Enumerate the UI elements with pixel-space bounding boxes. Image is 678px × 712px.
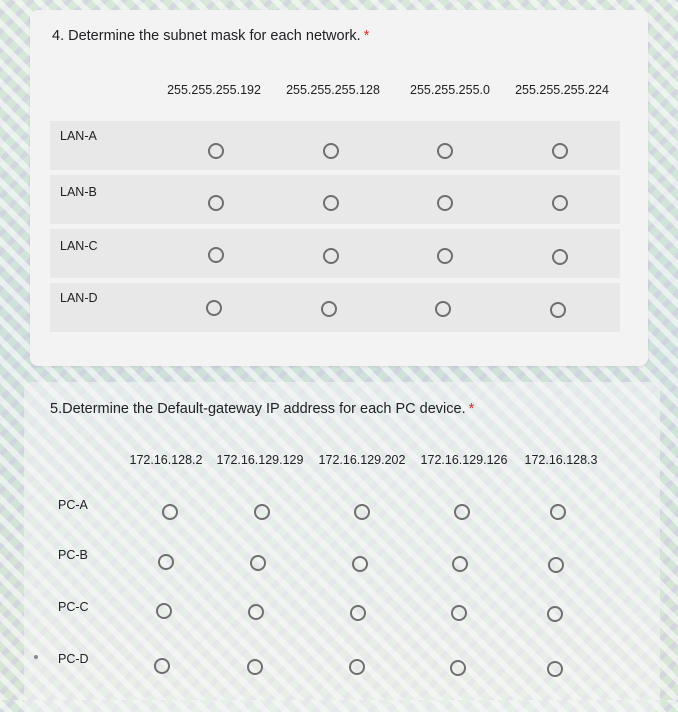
radio-lan-b-255-255-255-0[interactable] bbox=[437, 195, 453, 211]
radio-pc-a-172-16-128-3[interactable] bbox=[550, 504, 566, 520]
radio-pc-b-172-16-128-2[interactable] bbox=[158, 554, 174, 570]
grid-row-pc-a bbox=[44, 486, 634, 535]
column-header: 255.255.255.192 bbox=[167, 83, 261, 97]
radio-pc-a-172-16-129-129[interactable] bbox=[254, 504, 270, 520]
radio-pc-c-172-16-129-129[interactable] bbox=[248, 604, 264, 620]
required-marker: * bbox=[468, 401, 475, 417]
question-4-title bbox=[52, 28, 369, 44]
radio-pc-a-172-16-129-202[interactable] bbox=[354, 504, 370, 520]
column-header: 172.16.129.129 bbox=[216, 453, 304, 467]
question-4-card bbox=[30, 10, 648, 366]
radio-lan-a-255-255-255-224[interactable] bbox=[552, 143, 568, 159]
row-label: PC-C bbox=[58, 600, 89, 614]
radio-pc-c-172-16-129-126[interactable] bbox=[451, 605, 467, 621]
column-header: 172.16.129.126 bbox=[420, 453, 508, 467]
column-header: 255.255.255.224 bbox=[515, 83, 609, 97]
radio-pc-d-172-16-128-2[interactable] bbox=[154, 658, 170, 674]
radio-lan-b-255-255-255-192[interactable] bbox=[208, 195, 224, 211]
radio-lan-c-255-255-255-128[interactable] bbox=[323, 248, 339, 264]
radio-pc-b-172-16-129-126[interactable] bbox=[452, 556, 468, 572]
radio-pc-d-172-16-129-129[interactable] bbox=[247, 659, 263, 675]
radio-pc-d-172-16-129-202[interactable] bbox=[349, 659, 365, 675]
question-4-title-text: 4. Determine the subnet mask for each network. bbox=[52, 28, 361, 44]
radio-lan-a-255-255-255-192[interactable] bbox=[208, 143, 224, 159]
row-label: PC-B bbox=[58, 548, 88, 562]
bullet-dot bbox=[34, 655, 38, 659]
radio-pc-a-172-16-129-126[interactable] bbox=[454, 504, 470, 520]
radio-lan-c-255-255-255-224[interactable] bbox=[552, 249, 568, 265]
radio-lan-d-255-255-255-224[interactable] bbox=[550, 302, 566, 318]
radio-pc-b-172-16-129-129[interactable] bbox=[250, 555, 266, 571]
radio-lan-d-255-255-255-192[interactable] bbox=[206, 300, 222, 316]
row-label: PC-D bbox=[58, 652, 89, 666]
radio-pc-a-172-16-128-2[interactable] bbox=[162, 504, 178, 520]
grid-row-pc-b bbox=[44, 540, 634, 589]
column-header: 172.16.128.3 bbox=[524, 453, 598, 467]
radio-pc-c-172-16-128-3[interactable] bbox=[547, 606, 563, 622]
question-5-title bbox=[50, 401, 474, 417]
question-5-card bbox=[24, 382, 660, 712]
required-marker: * bbox=[363, 28, 370, 44]
radio-lan-d-255-255-255-128[interactable] bbox=[321, 301, 337, 317]
row-label: LAN-B bbox=[60, 185, 97, 199]
row-label: LAN-D bbox=[60, 291, 98, 305]
grid-row-pc-d bbox=[44, 644, 634, 693]
radio-pc-d-172-16-129-126[interactable] bbox=[450, 660, 466, 676]
column-header: 172.16.128.2 bbox=[129, 453, 203, 467]
radio-lan-c-255-255-255-0[interactable] bbox=[437, 248, 453, 264]
grid-row-pc-c bbox=[44, 592, 634, 641]
column-header: 255.255.255.128 bbox=[286, 83, 380, 97]
row-label: LAN-A bbox=[60, 129, 97, 143]
question-5-title-text: 5.Determine the Default-gateway IP address for each PC device. bbox=[50, 401, 466, 417]
radio-pc-c-172-16-128-2[interactable] bbox=[156, 603, 172, 619]
radio-pc-d-172-16-128-3[interactable] bbox=[547, 661, 563, 677]
radio-lan-a-255-255-255-128[interactable] bbox=[323, 143, 339, 159]
radio-lan-b-255-255-255-224[interactable] bbox=[552, 195, 568, 211]
grid-row-lan-b bbox=[50, 175, 620, 224]
radio-pc-b-172-16-128-3[interactable] bbox=[548, 557, 564, 573]
column-header: 255.255.255.0 bbox=[410, 83, 490, 97]
radio-lan-d-255-255-255-0[interactable] bbox=[435, 301, 451, 317]
radio-pc-b-172-16-129-202[interactable] bbox=[352, 556, 368, 572]
row-label: PC-A bbox=[58, 498, 88, 512]
radio-pc-c-172-16-129-202[interactable] bbox=[350, 605, 366, 621]
grid-row-lan-d bbox=[50, 283, 620, 332]
row-label: LAN-C bbox=[60, 239, 98, 253]
grid-row-lan-a bbox=[50, 121, 620, 170]
radio-lan-c-255-255-255-192[interactable] bbox=[208, 247, 224, 263]
radio-lan-b-255-255-255-128[interactable] bbox=[323, 195, 339, 211]
column-header: 172.16.129.202 bbox=[318, 453, 406, 467]
grid-row-lan-c bbox=[50, 229, 620, 278]
radio-lan-a-255-255-255-0[interactable] bbox=[437, 143, 453, 159]
